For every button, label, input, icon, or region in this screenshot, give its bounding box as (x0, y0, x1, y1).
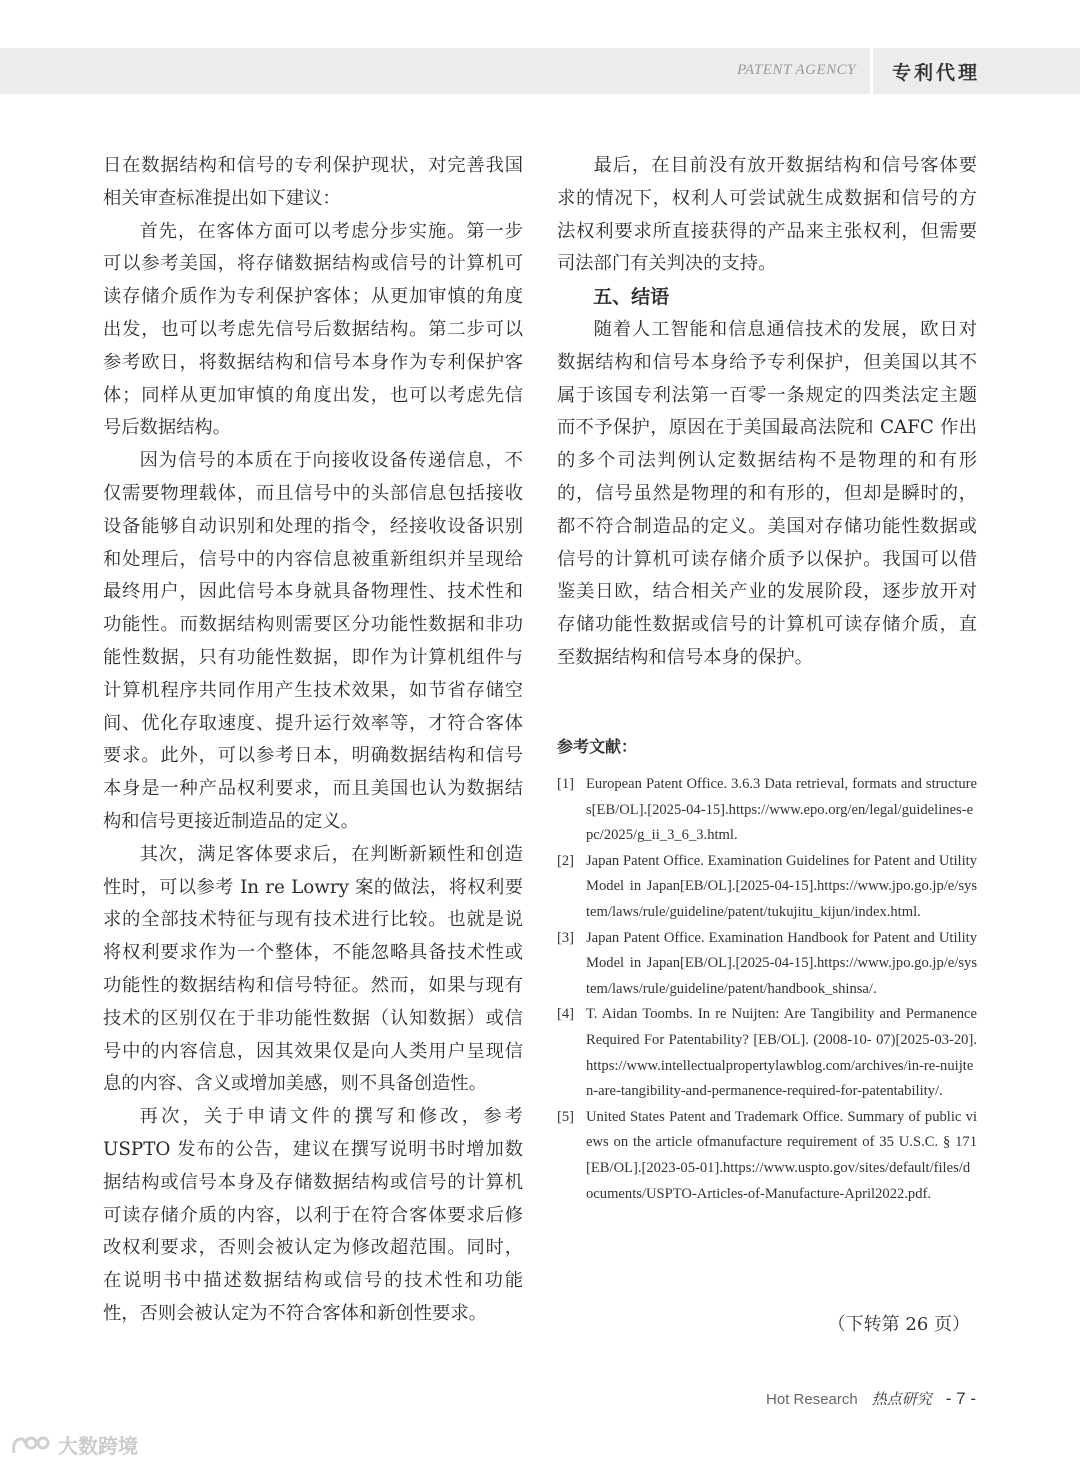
section-heading: 五、结语 (593, 286, 670, 309)
reference-item (557, 1002, 977, 1104)
left-column (103, 150, 523, 1331)
footer-cn-label: 热点研究 (871, 1390, 932, 1408)
reference-number: [2] (557, 852, 575, 869)
reference-number: [5] (557, 1108, 575, 1125)
reference-text: Japan Patent Office. Examination Handbook for Patent and Utility Model in Japan[EB/OL].[2025-04-15].https://www.jpo.go.jp/e/system/laws/rule/guideline/patent/handbook_shinsa/. (586, 929, 977, 997)
reference-text: United States Patent and Trademark Office. Summary of public views on the article ofmanufacture requirement of 35 U.S.C. § 171[EB/OL].[2023-05-01].https://www.uspto.gov/sites/default/files/documents/USPTO-Articles-of-Manufacture-April2022.pdf. (586, 1108, 977, 1202)
page-number: - 7 - (945, 1389, 976, 1408)
watermark-logo-icon (10, 1433, 54, 1457)
paragraph: 最后，在目前没有放开数据结构和信号客体要求的情况下，权利人可尝试就生成数据和信号的方法权利要求所直接获得的产品来主张权利，但需要司法部门有关判决的支持。 (557, 155, 977, 275)
reference-item (557, 772, 977, 849)
right-column (557, 150, 977, 675)
footer-en-label: Hot Research (766, 1391, 858, 1408)
header-cn-title: 专利代理 (892, 62, 981, 84)
references-list (557, 772, 977, 1207)
reference-item (557, 849, 977, 926)
reference-item (557, 1105, 977, 1207)
reference-number: [3] (557, 929, 575, 946)
page-footer (766, 1388, 976, 1409)
watermark (10, 1430, 138, 1459)
paragraph: 因为信号的本质在于向接收设备传递信息，不仅需要物理载体，而且信号中的头部信息包括接收设备能够自动识别和处理的指令，经接收设备识别和处理后，信号中的内容信息被重新组织并呈现给最终用户，因此信号本身就具备物理性、技术性和功能性。而数据结构则需要区分功能性数据和非功能性数据，只有功能性数据，即作为计算机组件与计算机程序共同作用产生技术效果，如节省存储空间、优化存取速度、提升运行效率等，才符合客体要求。此外，可以参考日本，明确数据结构和信号本身是一种产品权利要求，而且美国也认为数据结构和信号更接近制造品的定义。 (103, 450, 523, 832)
reference-text: Japan Patent Office. Examination Guidelines for Patent and Utility Model in Japan[EB/OL].[2025-04-15].https://www.jpo.go.jp/e/system/laws/rule/guideline/patent/tukujitu_kijun/index.html. (586, 852, 977, 920)
paragraph: 其次，满足客体要求后，在判断新颖性和创造性时，可以参考 In re Lowry 案的做法，将权利要求的全部技术特征与现有技术进行比较。也就是说将权利要求作为一个整体，不能忽略具备技术性或功能性的数据结构和信号特征。然而，如果与现有技术的区别仅在于非功能性数据（认知数据）或信号中的内容信息，因其效果仅是向人类用户呈现信息的内容、含义或增加美感，则不具备创造性。 (103, 843, 523, 1095)
header-en-title: PATENT AGENCY (737, 62, 856, 78)
reference-number: [4] (557, 1006, 575, 1023)
references-title: 参考文献： (557, 737, 638, 756)
watermark-text: 大数跨境 (58, 1434, 138, 1458)
paragraph: 日在数据结构和信号的专利保护现状，对完善我国相关审查标准提出如下建议： (103, 155, 523, 209)
reference-text: European Patent Office. 3.6.3 Data retrieval, formats and structures[EB/OL].[2025-04-15].https://www.epo.org/en/legal/guidelines-epc/2025/g_ii_3_6_3.html. (586, 776, 977, 844)
paragraph: 再次，关于申请文件的撰写和修改，参考 USPTO 发布的公告，建议在撰写说明书时增加数据结构或信号本身及存储数据结构或信号的计算机可读存储介质的内容，以利于在符合客体要求后修改权利要求，否则会被认定为修改超范围。同时，在说明书中描述数据结构或信号的技术性和功能性，否则会被认定为不符合客体和新创性要求。 (103, 1106, 523, 1324)
reference-number: [1] (557, 776, 575, 792)
reference-item (557, 926, 977, 1003)
paragraph: 随着人工智能和信息通信技术的发展，欧日对数据结构和信号本身给予专利保护，但美国以其不属于该国专利法第一百零一条规定的四类法定主题而不予保护，原因在于美国最高法院和 CAFC 作出的多个司法判例认定数据结构不是物理的和有形的，信号虽然是物理的和有形的，但却是瞬时的，都不符合制造品的定义。美国对存储功能性数据或信号的计算机可读存储介质予以保护。我国可以借鉴美日欧，结合相关产业的发展阶段，逐步放开对存储功能性数据或信号的计算机可读存储介质，直至数据结构和信号本身的保护。 (557, 318, 977, 668)
continued-note: （下转第 26 页） (827, 1314, 970, 1335)
header-divider (870, 48, 873, 94)
reference-text: T. Aidan Toombs. In re Nuijten: Are Tangibility and Permanence Required For Patentability? [EB/OL]. (2008-10- 07)[2025-03-20]. https://www.intellectualpropertylawblog.com/archives/in-re-nuijten-are-tangibility-and-permanence-required-for-patentability/. (586, 1006, 977, 1100)
paragraph: 首先，在客体方面可以考虑分步实施。第一步可以参考美国，将存储数据结构或信号的计算机可读存储介质作为专利保护客体；从更加审慎的角度出发，也可以考虑先信号后数据结构。第二步可以参考欧日，将数据结构和信号本身作为专利保护客体；同样从更加审慎的角度出发，也可以考虑先信号后数据结构。 (103, 220, 523, 439)
